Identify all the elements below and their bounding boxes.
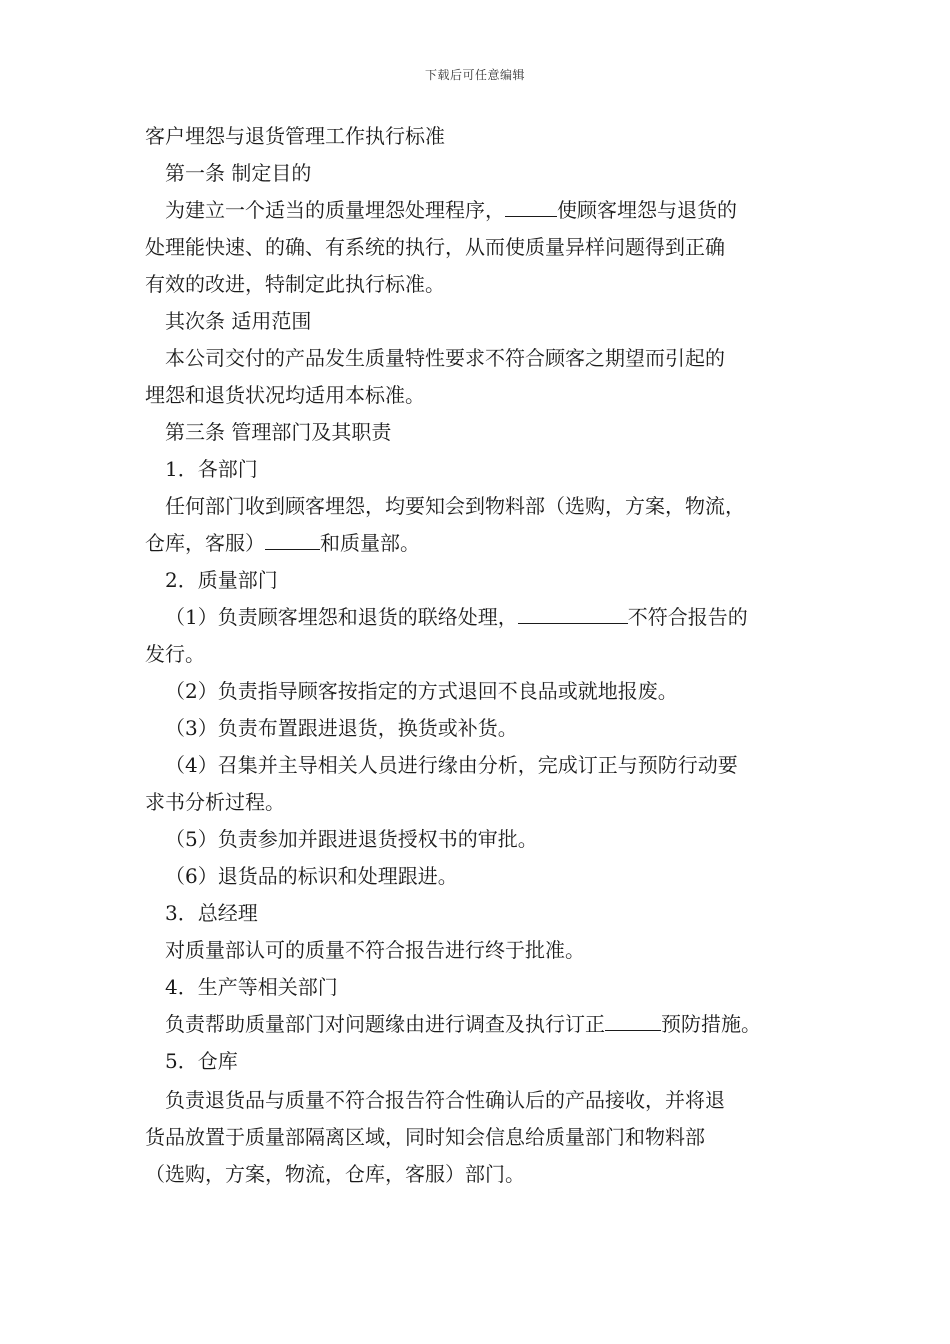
section-2-item-4-line-2: 求书分析过程。: [145, 790, 285, 814]
section-5-paragraph-line-1: 负责退货品与质量不符合报告符合性确认后的产品接收，并将退: [165, 1088, 725, 1112]
section-2-item-5: （5）负责参加并跟进退货授权书的审批。: [165, 827, 538, 851]
fill-in-blank: [518, 605, 628, 624]
section-2-item-4-line-1: （4）召集并主导相关人员进行缘由分析，完成订正与预防行动要: [165, 753, 738, 777]
article-1-paragraph-line-2: 处理能快速、的确、有系统的执行，从而使质量异样问题得到正确: [145, 235, 725, 259]
article-2-paragraph-line-2: 埋怨和退货状况均适用本标准。: [145, 383, 425, 407]
fill-in-blank: [265, 531, 320, 550]
article-3-heading: 第三条 管理部门及其职责: [165, 420, 392, 444]
section-1-text-a: 仓库，客服）: [145, 531, 265, 555]
article-1-heading: 第一条 制定目的: [165, 161, 312, 185]
section-1-paragraph-line-1: 任何部门收到顾客埋怨，均要知会到物料部（选购，方案，物流，: [165, 494, 745, 518]
section-2-heading: 2．质量部门: [165, 568, 278, 592]
article-1-text-a: 为建立一个适当的质量埋怨处理程序，: [165, 198, 505, 222]
section-4-paragraph: [165, 1012, 845, 1036]
fill-in-blank: [605, 1012, 661, 1031]
article-1-text-b: 使顾客埋怨与退货的: [557, 198, 737, 222]
article-1-paragraph-line-3: 有效的改进，特制定此执行标准。: [145, 272, 445, 296]
section-2-item-1-text-a: （1）负责顾客埋怨和退货的联络处理，: [165, 605, 518, 629]
section-3-heading: 3．总经理: [165, 901, 258, 925]
section-5-paragraph-line-2: 货品放置于质量部隔离区域，同时知会信息给质量部门和物料部: [145, 1125, 705, 1149]
article-1-paragraph-line-1: [165, 198, 845, 222]
section-4-text-a: 负责帮助质量部门对问题缘由进行调查及执行订正: [165, 1012, 605, 1036]
section-4-text-b: 预防措施。: [661, 1012, 761, 1036]
section-2-item-1-line-2: 发行。: [145, 642, 205, 666]
document-title: 客户埋怨与退货管理工作执行标准: [145, 124, 445, 148]
page-header-note: 下载后可任意编辑: [424, 68, 525, 82]
section-1-heading: 1．各部门: [165, 457, 258, 481]
fill-in-blank: [505, 198, 557, 217]
section-5-heading: 5．仓库: [165, 1049, 238, 1073]
section-4-heading: 4．生产等相关部门: [165, 975, 338, 999]
section-2-item-2: （2）负责指导顾客按指定的方式退回不良品或就地报废。: [165, 679, 678, 703]
section-3-paragraph: 对质量部认可的质量不符合报告进行终于批准。: [165, 938, 585, 962]
section-5-paragraph-line-3: （选购，方案，物流，仓库，客服）部门。: [145, 1162, 525, 1186]
article-2-paragraph-line-1: 本公司交付的产品发生质量特性要求不符合顾客之期望而引起的: [165, 346, 725, 370]
section-1-text-b: 和质量部。: [320, 531, 420, 555]
article-2-heading: 其次条 适用范围: [165, 309, 312, 333]
section-2-item-3: （3）负责布置跟进退货，换货或补货。: [165, 716, 518, 740]
section-1-paragraph-line-2: [145, 531, 825, 555]
section-2-item-1-line-1: [165, 605, 845, 629]
section-2-item-6: （6）退货品的标识和处理跟进。: [165, 864, 458, 888]
section-2-item-1-text-b: 不符合报告的: [627, 605, 748, 629]
